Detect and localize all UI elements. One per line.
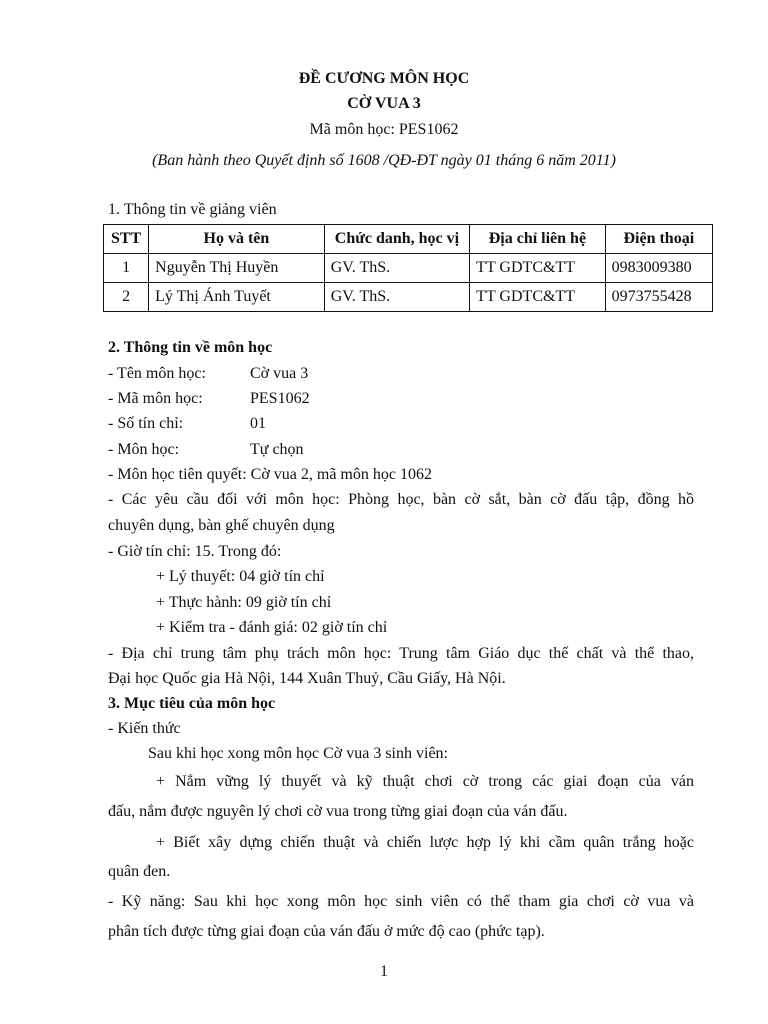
col-header-stt: STT	[104, 225, 149, 254]
credits-value: 01	[250, 415, 266, 432]
objective2-line2: quân đen.	[108, 863, 171, 880]
requirements-line2: chuyên dụng, bàn ghế chuyên dụng	[108, 517, 335, 534]
cell-phone: 0973755428	[605, 283, 712, 312]
cell-name: Nguyễn Thị Huyền	[149, 254, 325, 283]
cell-title: GV. ThS.	[324, 254, 469, 283]
objective1-line1: + Nắm vững lý thuyết và kỹ thuật chơi cờ trong các giai đoạn của ván	[156, 773, 694, 790]
course-code-label: - Mã môn học:	[108, 390, 203, 407]
page-number: 1	[380, 963, 388, 980]
credit-hours-line: - Giờ tín chỉ: 15. Trong đó:	[108, 543, 282, 560]
skills-line2: phân tích được từng giai đoạn của ván đấu ở mức độ cao (phức tạp).	[108, 923, 545, 940]
col-header-name: Họ và tên	[149, 225, 325, 254]
skills-line1: - Kỹ năng: Sau khi học xong môn học sinh viên có thể tham gia chơi cờ vua và	[108, 893, 694, 910]
credits-label: - Số tín chỉ:	[108, 415, 184, 432]
lecturer-table	[103, 224, 713, 312]
doc-title-line2: CỜ VUA 3	[347, 95, 421, 112]
exam-hours: + Kiểm tra - đánh giá: 02 giờ tín chỉ	[156, 619, 388, 636]
theory-hours: + Lý thuyết: 04 giờ tín chỉ	[156, 568, 325, 585]
col-header-title: Chức danh, học vị	[324, 225, 469, 254]
requirements-line1: - Các yêu cầu đối với môn học: Phòng học, bàn cờ sắt, bàn cờ đấu tập, đồng hồ	[108, 491, 694, 508]
decree-line: (Ban hành theo Quyết định số 1608 /QĐ-ĐT ngày 01 tháng 6 năm 2011)	[152, 152, 616, 169]
section1-heading: 1. Thông tin về giảng viên	[108, 201, 277, 218]
address-line2: Đại học Quốc gia Hà Nội, 144 Xuân Thuỷ, Cầu Giấy, Hà Nội.	[108, 670, 506, 687]
course-name-value: Cờ vua 3	[250, 365, 309, 382]
objective2-line1: + Biết xây dựng chiến thuật và chiến lược hợp lý khi cầm quân trắng hoặc	[156, 834, 694, 851]
col-header-phone: Điện thoại	[605, 225, 712, 254]
col-header-address: Địa chỉ liên hệ	[470, 225, 605, 254]
address-line1: - Địa chỉ trung tâm phụ trách môn học: Trung tâm Giáo dục thể chất và thể thao,	[108, 645, 694, 662]
course-type-value: Tự chọn	[250, 441, 304, 458]
table-row	[104, 283, 713, 312]
doc-title-line1: ĐỀ CƯƠNG MÔN HỌC	[298, 70, 470, 87]
course-code-value: PES1062	[250, 390, 310, 407]
cell-stt: 2	[104, 283, 149, 312]
cell-name: Lý Thị Ánh Tuyết	[149, 283, 325, 312]
practice-hours: + Thực hành: 09 giờ tín chỉ	[156, 594, 332, 611]
table-header-row	[104, 225, 713, 254]
knowledge-label: - Kiến thức	[108, 720, 181, 737]
cell-stt: 1	[104, 254, 149, 283]
objective1-line2: đấu, nắm được nguyên lý chơi cờ vua trong từng giai đoạn của ván đấu.	[108, 803, 568, 820]
knowledge-intro: Sau khi học xong môn học Cờ vua 3 sinh viên:	[148, 745, 448, 762]
table-row	[104, 254, 713, 283]
section3-heading: 3. Mục tiêu của môn học	[108, 695, 276, 712]
cell-address: TT GDTC&TT	[470, 254, 605, 283]
section2-heading: 2. Thông tin về môn học	[108, 339, 273, 356]
cell-address: TT GDTC&TT	[470, 283, 605, 312]
cell-phone: 0983009380	[605, 254, 712, 283]
course-type-label: - Môn học:	[108, 441, 180, 458]
cell-title: GV. ThS.	[324, 283, 469, 312]
course-code-line: Mã môn học: PES1062	[309, 121, 459, 138]
prerequisite-line: - Môn học tiên quyết: Cờ vua 2, mã môn học 1062	[108, 466, 432, 483]
course-name-label: - Tên môn học:	[108, 365, 206, 382]
